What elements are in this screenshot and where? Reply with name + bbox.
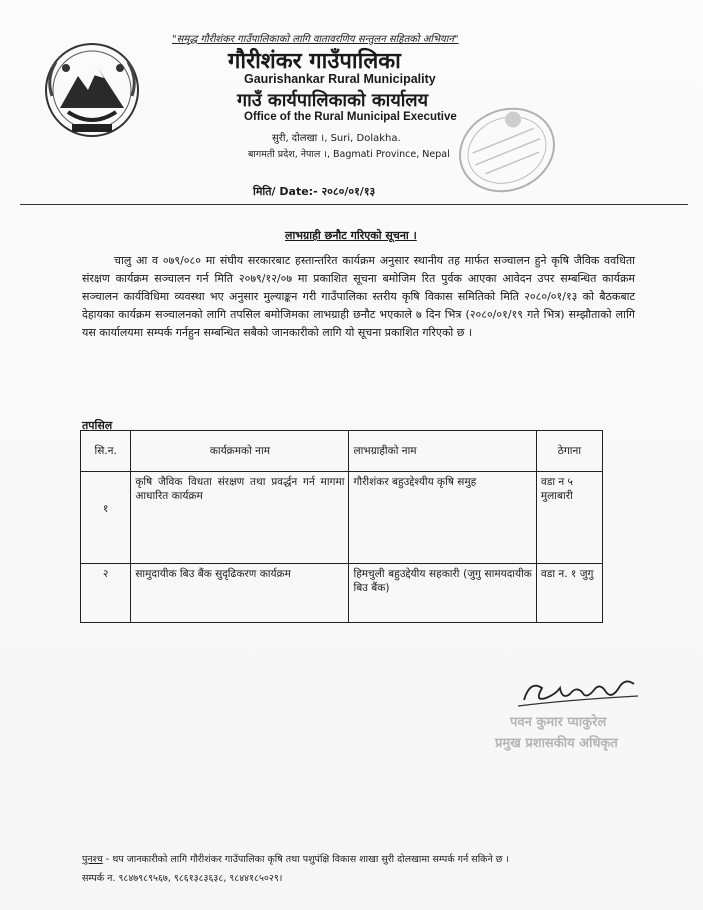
notice-subject: लाभग्राही छनौट गरिएको सूचना । — [285, 229, 417, 242]
col-header-program: कार्यक्रमको नाम — [131, 431, 349, 472]
municipality-name-en: Gaurishankar Rural Municipality — [244, 72, 436, 86]
issue-date: मिति/ Date:- २०८०/०१/१३ — [253, 185, 376, 198]
contact-numbers: सम्पर्क न. ९८४७९८९५६७, ९८६१३८३६३८, ९८४४१८५०२९। — [82, 873, 283, 884]
col-header-beneficiary: लाभग्राहीको नाम — [349, 431, 536, 472]
row-beneficiary: गौरीशंकर बहुउद्देश्यीय कृषि समुह — [349, 472, 536, 564]
office-name-en: Office of the Rural Municipal Executive — [244, 111, 457, 123]
footer-note-text: - थप जानकारीको लागि गौरीशंकर गाउँपालिका कृषि तथा पशुपंक्षि विकास शाखा सुरी दोलखामा सम्पर्क गर्न सकिने छ । — [102, 854, 510, 865]
signatory-name: पवन कुमार प्याकुरेल — [510, 715, 607, 730]
row-program: कृषि जैविक विधता संरक्षण तथा प्रवर्द्धन गर्न मागमा आधारित कार्यक्रम — [131, 472, 349, 564]
signature-icon — [516, 670, 646, 712]
row-sn: २ — [81, 564, 131, 623]
address-line-2: बागमती प्रदेश, नेपाल ।, Bagmati Province, Nepal — [248, 149, 450, 160]
table-heading: तपसिल — [82, 419, 113, 432]
nepal-emblem-icon — [38, 38, 146, 142]
office-name-np: गाउँ कार्यपालिकाको कार्यालय — [237, 90, 429, 111]
municipality-name-np: गौरीशंकर गाउँपालिका — [228, 49, 401, 74]
row-address: वडा न ५ मुलाबारी — [536, 472, 602, 564]
table-row — [81, 472, 603, 564]
header-divider — [20, 204, 688, 205]
footer-note-label: पुनश्च — [82, 854, 103, 865]
col-header-sn: सि.न. — [81, 431, 131, 472]
address-line-1: सुरी, दोलखा ।, Suri, Dolakha. — [272, 133, 401, 144]
table-row — [81, 564, 603, 623]
row-beneficiary: हिमचुली बहुउद्देयीय सहकारी (जुगु सामयदायीक बिउ बैंक) — [349, 564, 536, 623]
row-program: सामुदायीक बिउ बैंक सुदृढिकरण कार्यक्रम — [131, 564, 349, 623]
row-address: वडा न. १ जुगु — [536, 564, 602, 623]
tagline: "समृद्ध गौरीशंकर गाउँपालिकाको लागि वातावरणिय सन्तुलन सहितको अभियान" — [172, 34, 459, 45]
office-stamp-icon — [452, 100, 562, 200]
col-header-address: ठेगाना — [536, 431, 602, 472]
footer-note — [82, 852, 509, 865]
beneficiary-table — [80, 430, 603, 623]
table-header-row — [81, 431, 603, 472]
row-sn: १ — [81, 472, 131, 564]
signatory-role: प्रमुख प्रशासकीय अधिकृत — [495, 736, 618, 751]
notice-body: चालु आ व ०७९/०८० मा संघीय सरकारबाट हस्तान्तरित कार्यक्रम अनुसार स्थानीय तह मार्फत सञ्चालन हुने कृषि जैविक ववधिता संरक्षण कार्यक्रम सञ्चालन गर्न मिति २०७९/१२/०७ मा प्रकाशित सूचना बमोजिम रित पुर्वक आएका आवेदन उपर सम्बन्धित कार्यक्रम सञ्चालन कार्यविधिमा व्यवस्था भए अनुसार मुल्याङ्कन गरी गाउँपालिका स्तरीय कृषि विकास समितिको मिति २०८०/०१/१३ को बैठकबाट देहायका कार्यक्रम सञ्चालनको लागि तपसिल बमोजिमका लाभग्राही छनौट भएकाले ७ दिन भित्र (२०८०/०१/१९ गते भित्र) सम्झौताको लागि यस कार्यालयमा सम्पर्क गर्नहुन सम्बन्धित सबैको जानकारीको लागि यो सूचना प्रकाशित गरिएको छ । — [82, 254, 635, 339]
